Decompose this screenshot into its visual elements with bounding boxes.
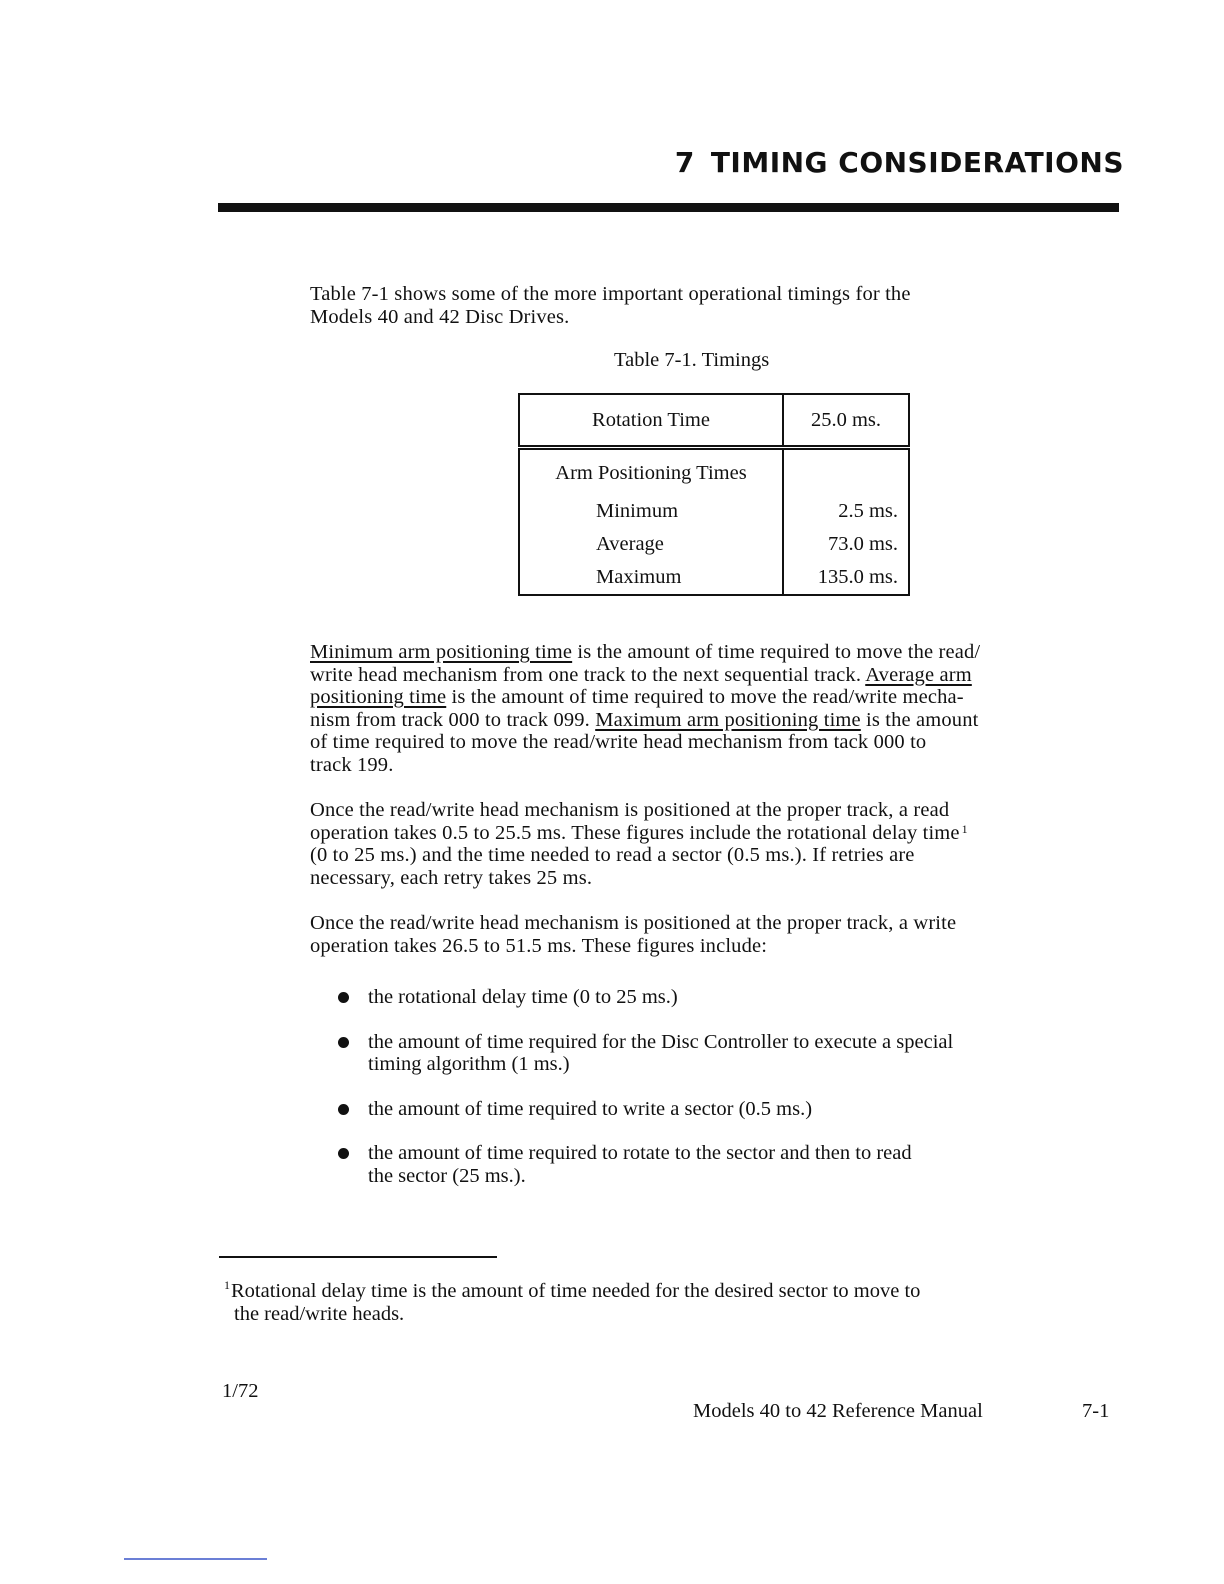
header-rule	[218, 203, 1119, 212]
minimum-label: Minimum	[596, 500, 679, 522]
list-item-text: the amount of time required for the Disc Controller to execute a special	[368, 1030, 954, 1053]
maximum-term: Maximum arm positioning time	[595, 708, 861, 731]
page-number: 7-1	[1082, 1400, 1110, 1422]
arm-line-2-text: write head mechanism from one track to the next sequential track.	[310, 663, 866, 686]
list-item	[336, 1031, 1136, 1076]
read-operation-paragraph	[310, 799, 1140, 889]
read-line-4: necessary, each retry takes 25 ms.	[310, 866, 593, 889]
arm-line-3-text: is the amount of time required to move the read/write mecha-	[446, 686, 964, 708]
revision-date: 1/72	[222, 1380, 259, 1402]
list-item-text: the amount of time required to write a sector (0.5 ms.)	[368, 1097, 813, 1120]
list-item-text-2: timing algorithm (1 ms.)	[368, 1053, 570, 1075]
arm-line-4-text: nism from track 000 to track 099.	[310, 708, 596, 731]
list-item-text: the amount of time required to rotate to the sector and then to read	[368, 1142, 912, 1164]
arm-line-1	[310, 641, 1140, 664]
chapter-title	[675, 146, 1124, 179]
table-caption: Table 7-1. Timings	[614, 349, 770, 371]
arm-positioning-title: Arm Positioning Times	[555, 462, 747, 484]
average-term-part-2: positioning time	[310, 686, 447, 708]
list-item-text-2: the sector (25 ms.).	[368, 1164, 526, 1187]
chapter-number: 7	[674, 146, 695, 179]
list-item	[336, 1098, 1136, 1121]
read-line-1: Once the read/write head mechanism is positioned at the proper track, a read	[310, 799, 950, 821]
arm-line-3	[310, 686, 1140, 709]
rotation-time-value: 25.0 ms.	[783, 394, 909, 448]
arm-line-4-rest: is the amount	[860, 708, 979, 731]
arm-line-4	[310, 709, 1140, 732]
maximum-label: Maximum	[596, 566, 682, 588]
intro-paragraph	[310, 283, 1140, 328]
arm-line-6: track 199.	[310, 753, 394, 776]
bullet-icon	[338, 1037, 349, 1048]
chapter-title-text: TIMING CONSIDERATIONS	[710, 146, 1124, 179]
timings-table	[518, 393, 910, 596]
list-item-text: the rotational delay time (0 to 25 ms.)	[368, 986, 678, 1008]
read-line-2-text: operation takes 0.5 to 25.5 ms. These figures include the rotational delay time	[310, 821, 960, 844]
read-line-2	[310, 822, 1140, 845]
footnote-line-2: the read/write heads.	[234, 1302, 405, 1325]
arm-line-5: of time required to move the read/write head mechanism from tack 000 to	[310, 731, 927, 753]
maximum-value: 135.0 ms.	[817, 566, 898, 588]
average-label: Average	[596, 533, 664, 555]
read-line-3: (0 to 25 ms.) and the time needed to read a sector (0.5 ms.). If retries are	[310, 844, 915, 866]
arm-line-1-text: is the amount of time required to move the read/	[572, 641, 981, 663]
scan-edge-mark	[124, 1558, 267, 1560]
footnote-marker: 1	[224, 1278, 230, 1292]
footnote	[224, 1280, 920, 1325]
list-item	[336, 1142, 1136, 1187]
arm-label-cell	[519, 448, 783, 596]
write-line-1: Once the read/write head mechanism is positioned at the proper track, a write	[310, 912, 957, 934]
bullet-icon	[338, 1148, 349, 1159]
write-operation-paragraph	[310, 912, 1140, 957]
footnote-line-1	[224, 1280, 920, 1303]
arm-line-2	[310, 664, 1140, 687]
minimum-value: 2.5 ms.	[838, 500, 898, 522]
footnote-line-1-text: Rotational delay time is the amount of time needed for the desired sector to move to	[231, 1280, 921, 1302]
bullet-icon	[338, 992, 349, 1003]
intro-line-2: Models 40 and 42 Disc Drives.	[310, 305, 570, 328]
average-term-part-1: Average arm	[865, 663, 972, 686]
footnote-rule	[219, 1256, 497, 1258]
manual-title: Models 40 to 42 Reference Manual	[693, 1400, 983, 1422]
bullet-icon	[338, 1104, 349, 1115]
intro-line-1: Table 7-1 shows some of the more important operational timings for the	[310, 283, 911, 305]
write-line-2: operation takes 26.5 to 51.5 ms. These figures include:	[310, 934, 768, 957]
write-components-list	[336, 986, 1136, 1187]
arm-value-cell	[783, 448, 909, 596]
rotation-time-label: Rotation Time	[519, 394, 783, 448]
minimum-term: Minimum arm positioning time	[310, 641, 573, 663]
footnote-reference: 1	[961, 821, 968, 836]
list-item	[336, 986, 1136, 1009]
table-row-arm	[519, 448, 909, 596]
table-row-rotation	[519, 394, 909, 448]
average-value: 73.0 ms.	[827, 533, 898, 555]
arm-definitions-paragraph	[310, 641, 1140, 776]
